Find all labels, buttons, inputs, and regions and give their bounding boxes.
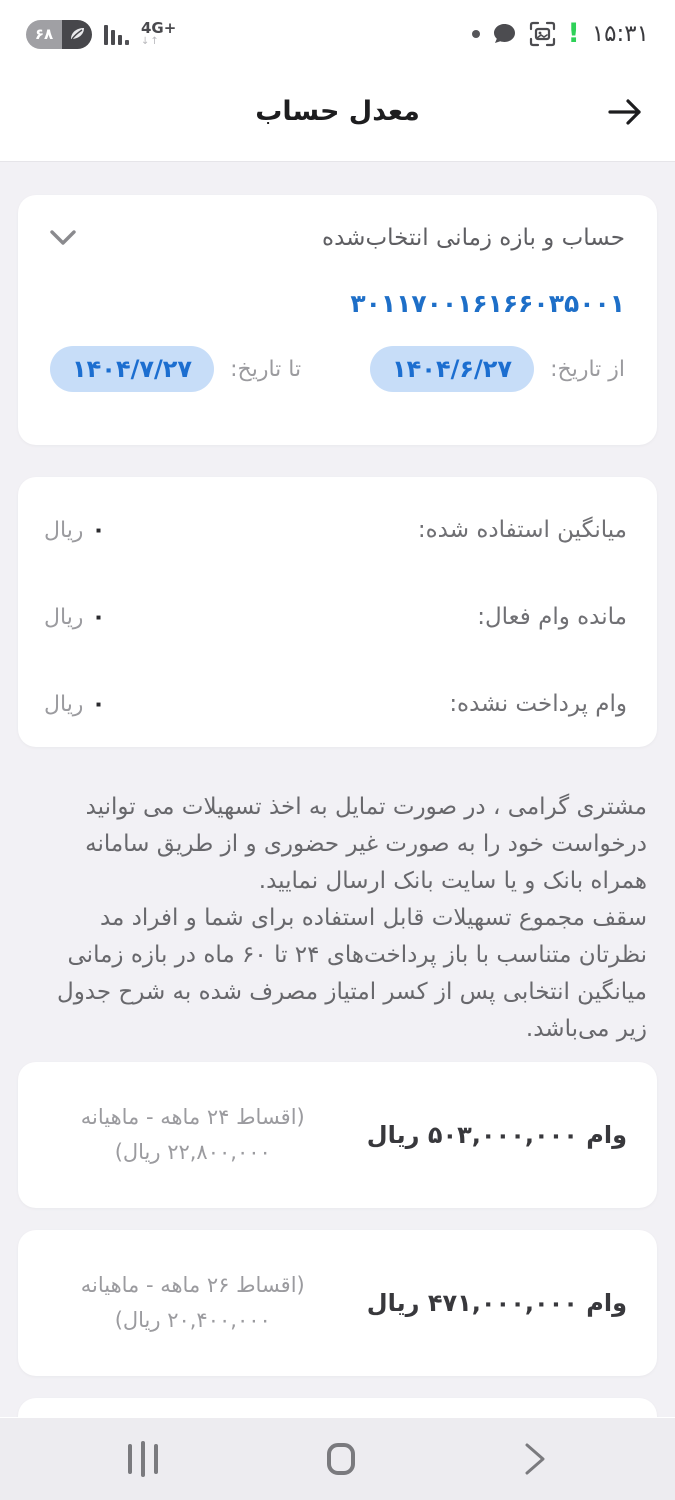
- loan-offer-card-partial[interactable]: [18, 1398, 657, 1417]
- summary-amount: ۰: [91, 604, 106, 630]
- data-activity-arrows-icon: ↓↑: [141, 36, 160, 47]
- content-area: [0, 162, 675, 1417]
- network-type: [141, 21, 176, 47]
- loan-offer-card-1[interactable]: [18, 1062, 657, 1208]
- battery-indicator: [26, 20, 92, 49]
- loan-amount: وام ۴۷۱,۰۰۰,۰۰۰ ریال: [366, 1289, 627, 1317]
- loan-amount: وام ۵۰۳,۰۰۰,۰۰۰ ریال: [366, 1121, 627, 1149]
- status-bar: [0, 0, 675, 62]
- home-button[interactable]: [327, 1443, 355, 1475]
- chevron-down-icon: [50, 230, 76, 246]
- info-paragraph-2: سقف مجموع تسهیلات قابل استفاده برای شما و افراد مد نظرتان متناسب با باز پرداخت‌های ۲۴ تا ۶۰ ماه در بازه زمانی میانگین انتخابی پس از کسر امتیاز مصرف شده به شرح جدول زیر می‌باشد.: [56, 905, 647, 1042]
- page-title: معدل حساب: [255, 96, 420, 127]
- status-bar-clock: ۱۵:۳۱: [591, 21, 649, 47]
- currency-unit: ریال: [44, 691, 84, 717]
- summary-value: [44, 691, 105, 717]
- info-paragraphs: [18, 785, 657, 1048]
- to-date-label: تا تاریخ:: [230, 356, 302, 382]
- chevron-right-icon: [523, 1442, 547, 1476]
- from-date-value[interactable]: ۱۴۰۴/۶/۲۷: [370, 346, 534, 392]
- back-button[interactable]: [605, 92, 645, 132]
- summary-row-active-loan: [44, 604, 627, 630]
- power-saving-leaf-icon: [62, 20, 92, 49]
- from-date-label: از تاریخ:: [550, 356, 625, 382]
- loan-offer-card-2[interactable]: [18, 1230, 657, 1376]
- notification-dot-icon: [472, 30, 480, 38]
- account-range-title: حساب و بازه زمانی انتخاب‌شده: [322, 225, 625, 251]
- summary-amount: ۰: [91, 517, 106, 543]
- summary-value: [44, 517, 105, 543]
- message-bubble-icon: [492, 22, 517, 46]
- info-paragraph-1: مشتری گرامی ، در صورت تمایل به اخذ تسهیلات می توانید درخواست خود را به صورت غیر حضوری و از طریق سامانه همراه بانک و یا سایت بانک ارسال نمایید.: [85, 794, 647, 894]
- to-date-group: [50, 346, 301, 392]
- currency-unit: ریال: [44, 517, 84, 543]
- summary-amount: ۰: [91, 691, 106, 717]
- summary-card: [18, 477, 657, 747]
- loan-installment-detail: (اقساط ۲۶ ماهه - ماهیانه ۲۰,۴۰۰,۰۰۰ ریال): [80, 1273, 305, 1332]
- battery-percent: ۶۸: [26, 20, 62, 49]
- currency-unit: ریال: [44, 604, 84, 630]
- date-range-row: [50, 346, 625, 392]
- summary-label: میانگین استفاده شده:: [417, 517, 627, 543]
- summary-label: مانده وام فعال:: [477, 604, 627, 630]
- alert-exclamation-icon: !: [567, 17, 580, 49]
- network-type-label: 4G+: [141, 19, 177, 37]
- android-nav-bar: [0, 1418, 675, 1500]
- arrow-right-icon: [607, 98, 643, 126]
- nav-back-button[interactable]: [523, 1442, 547, 1476]
- loan-installment-detail: (اقساط ۲۴ ماهه - ماهیانه ۲۲,۸۰۰,۰۰۰ ریال): [80, 1105, 305, 1164]
- app-header: [0, 62, 675, 162]
- summary-row-average-used: [44, 517, 627, 543]
- account-number: ۳۰۱۱۷۰۰۱۶۱۶۶۰۳۵۰۰۱: [350, 289, 625, 318]
- to-date-value[interactable]: ۱۴۰۴/۷/۲۷: [50, 346, 214, 392]
- account-range-card: [18, 195, 657, 445]
- screenshot-icon: [529, 21, 556, 47]
- signal-strength-icon: [104, 23, 129, 45]
- summary-row-unpaid-loan: [44, 691, 627, 717]
- recents-button[interactable]: [128, 1440, 158, 1478]
- summary-value: [44, 604, 105, 630]
- from-date-group: [370, 346, 625, 392]
- summary-label: وام پرداخت نشده:: [449, 691, 627, 717]
- account-range-toggle[interactable]: [50, 225, 625, 251]
